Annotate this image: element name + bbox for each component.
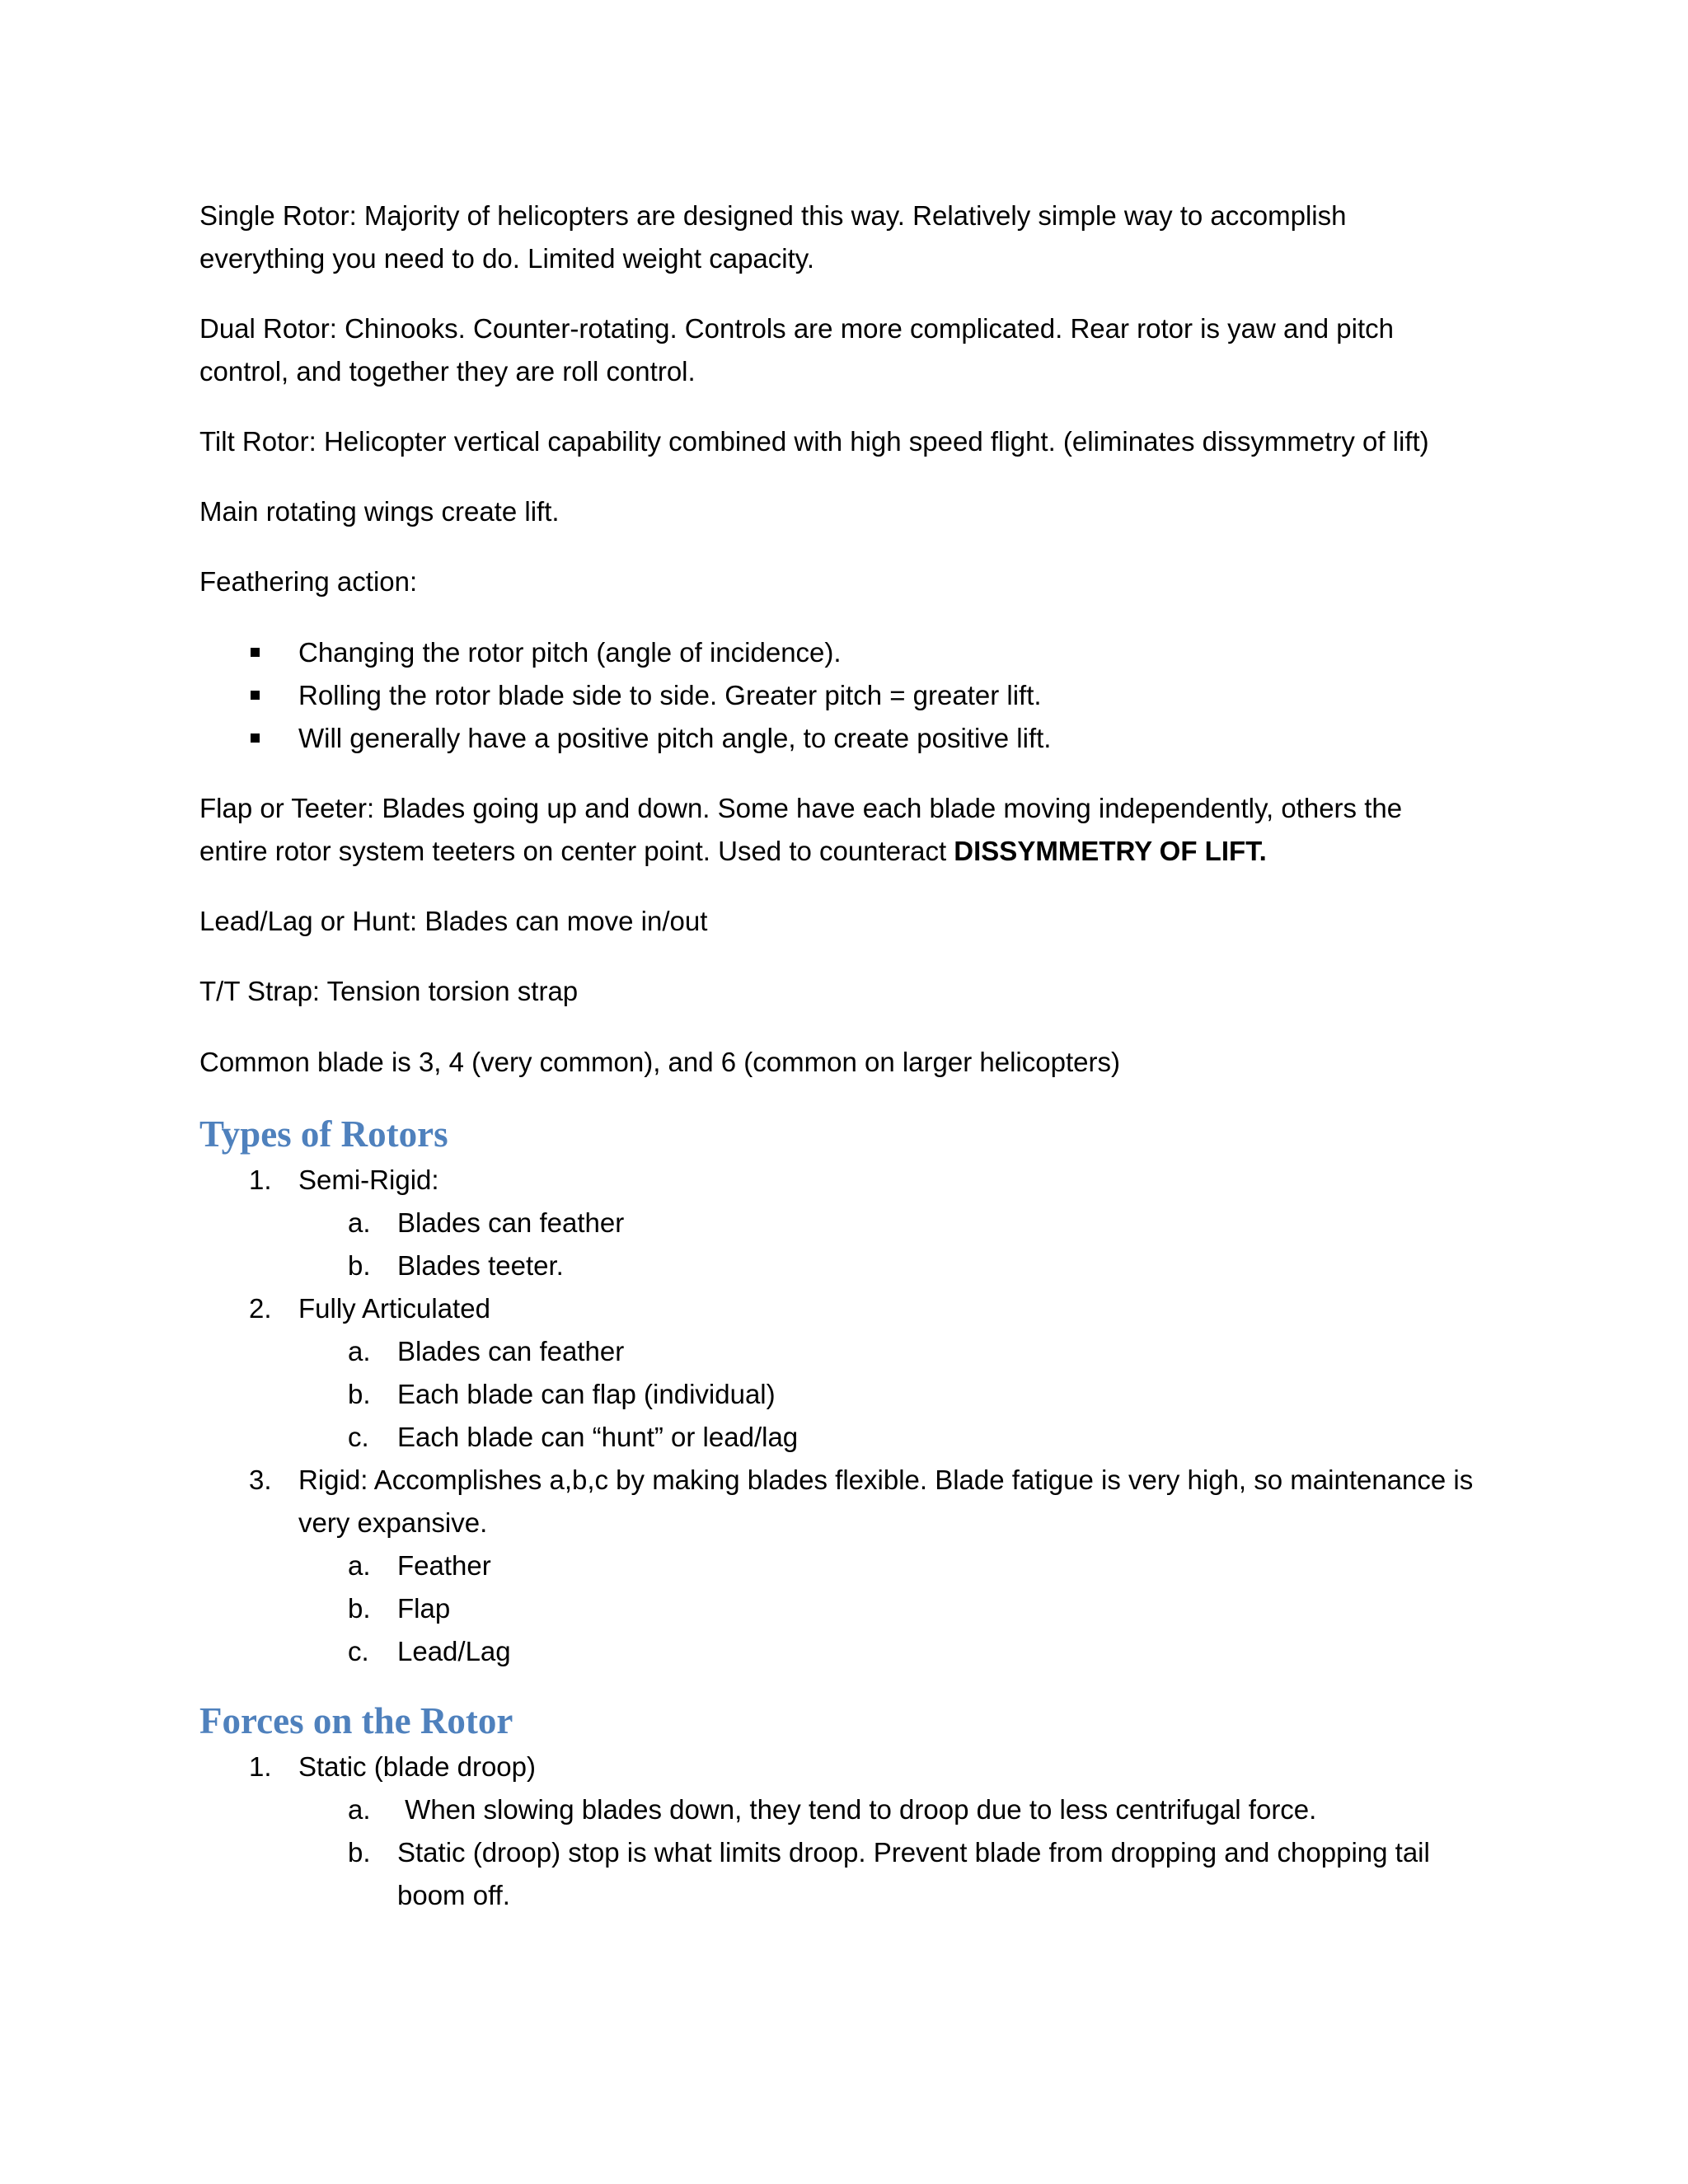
sub-list-item bbox=[0, 1202, 1688, 1244]
sub-list-item bbox=[0, 1416, 1688, 1459]
bullet-text: Changing the rotor pitch (angle of incidence). bbox=[298, 637, 842, 668]
paragraph-lead-lag: Lead/Lag or Hunt: Blades can move in/out bbox=[199, 906, 708, 936]
list-item-cont bbox=[0, 1502, 1688, 1544]
sub-list-text: Blades can feather bbox=[397, 1336, 625, 1366]
flap-text: entire rotor system teeters on center point. Used to counteract bbox=[199, 836, 954, 866]
paragraph-tilt-rotor: Tilt Rotor: Helicopter vertical capability combined with high speed flight. (eliminates dissymmetry of lift) bbox=[199, 426, 1429, 457]
list-text-cont: very expansive. bbox=[298, 1507, 488, 1538]
sub-list-letter: b. bbox=[348, 1837, 371, 1868]
sub-list-text: Lead/Lag bbox=[397, 1636, 511, 1666]
sub-list-item bbox=[0, 1630, 1688, 1673]
sub-list-letter: b. bbox=[348, 1379, 371, 1409]
sub-list-text: Blades teeter. bbox=[397, 1250, 564, 1281]
sub-list-item bbox=[0, 1244, 1688, 1287]
sub-list-text: Static (droop) stop is what limits droop. Prevent blade from dropping and chopping tail bbox=[397, 1837, 1430, 1868]
sub-list-letter: b. bbox=[348, 1250, 371, 1281]
paragraph-single-rotor-cont: everything you need to do. Limited weight capacity. bbox=[199, 243, 814, 274]
heading-forces-on-rotor: Forces on the Rotor bbox=[199, 1700, 513, 1741]
paragraph-tt-strap: T/T Strap: Tension torsion strap bbox=[199, 976, 579, 1006]
list-text: Rigid: Accomplishes a,b,c by making blades flexible. Blade fatigue is very high, so maintenance is bbox=[298, 1465, 1474, 1495]
list-number: 2. bbox=[249, 1293, 272, 1324]
sub-list-item bbox=[0, 1544, 1688, 1587]
sub-list-text: Blades can feather bbox=[397, 1207, 625, 1238]
bullet-text: Will generally have a positive pitch angle, to create positive lift. bbox=[298, 723, 1052, 753]
bullet-item bbox=[0, 631, 1688, 674]
list-item bbox=[0, 1159, 1688, 1202]
list-number: 1. bbox=[249, 1751, 272, 1782]
list-item bbox=[0, 1746, 1688, 1788]
paragraph-dual-rotor-cont: control, and together they are roll control. bbox=[199, 356, 696, 387]
list-text: Static (blade droop) bbox=[298, 1751, 536, 1782]
list-text: Fully Articulated bbox=[298, 1293, 490, 1324]
sub-list-text: When slowing blades down, they tend to droop due to less centrifugal force. bbox=[397, 1794, 1317, 1825]
paragraph-single-rotor: Single Rotor: Majority of helicopters are designed this way. Relatively simple way to accomplish bbox=[199, 200, 1347, 231]
list-text: Semi-Rigid: bbox=[298, 1165, 439, 1195]
sub-list-item bbox=[0, 1831, 1688, 1874]
paragraph-flap-cont bbox=[199, 830, 1267, 873]
paragraph-flap: Flap or Teeter: Blades going up and down. Some have each blade moving independently, others the bbox=[199, 793, 1403, 823]
sub-list-letter: a. bbox=[348, 1794, 371, 1825]
sub-list-letter: c. bbox=[348, 1636, 369, 1666]
paragraph-dual-rotor: Dual Rotor: Chinooks. Counter-rotating. Controls are more complicated. Rear rotor is yaw and pitch bbox=[199, 313, 1394, 344]
sub-list-letter: a. bbox=[348, 1550, 371, 1581]
sub-list-item bbox=[0, 1373, 1688, 1416]
sub-list-letter: a. bbox=[348, 1207, 371, 1238]
list-item bbox=[0, 1287, 1688, 1330]
square-bullet-icon bbox=[251, 691, 260, 700]
heading-types-of-rotors: Types of Rotors bbox=[199, 1113, 448, 1155]
bullet-item bbox=[0, 717, 1688, 760]
sub-list-letter: c. bbox=[348, 1422, 369, 1452]
list-number: 1. bbox=[249, 1165, 272, 1195]
sub-list-text: Each blade can flap (individual) bbox=[397, 1379, 776, 1409]
square-bullet-icon bbox=[251, 648, 260, 657]
paragraph-common-blade: Common blade is 3, 4 (very common), and 6 (common on larger helicopters) bbox=[199, 1047, 1120, 1077]
sub-list-item bbox=[0, 1587, 1688, 1630]
sub-list-text-cont: boom off. bbox=[397, 1880, 510, 1910]
sub-list-letter: b. bbox=[348, 1593, 371, 1624]
sub-list-text: Each blade can “hunt” or lead/lag bbox=[397, 1422, 799, 1452]
square-bullet-icon bbox=[251, 733, 260, 743]
list-number: 3. bbox=[249, 1465, 272, 1495]
paragraph-main-rotating: Main rotating wings create lift. bbox=[199, 496, 560, 527]
list-item bbox=[0, 1459, 1688, 1502]
sub-list-text: Feather bbox=[397, 1550, 491, 1581]
sub-list-letter: a. bbox=[348, 1336, 371, 1366]
sub-list-text: Flap bbox=[397, 1593, 451, 1624]
sub-list-item bbox=[0, 1330, 1688, 1373]
bullet-text: Rolling the rotor blade side to side. Greater pitch = greater lift. bbox=[298, 680, 1042, 710]
bullet-item bbox=[0, 674, 1688, 717]
sub-list-item-cont bbox=[0, 1874, 1688, 1917]
paragraph-feathering: Feathering action: bbox=[199, 566, 418, 597]
dissymmetry-emphasis: DISSYMMETRY OF LIFT. bbox=[954, 836, 1267, 866]
sub-list-item bbox=[0, 1788, 1688, 1831]
